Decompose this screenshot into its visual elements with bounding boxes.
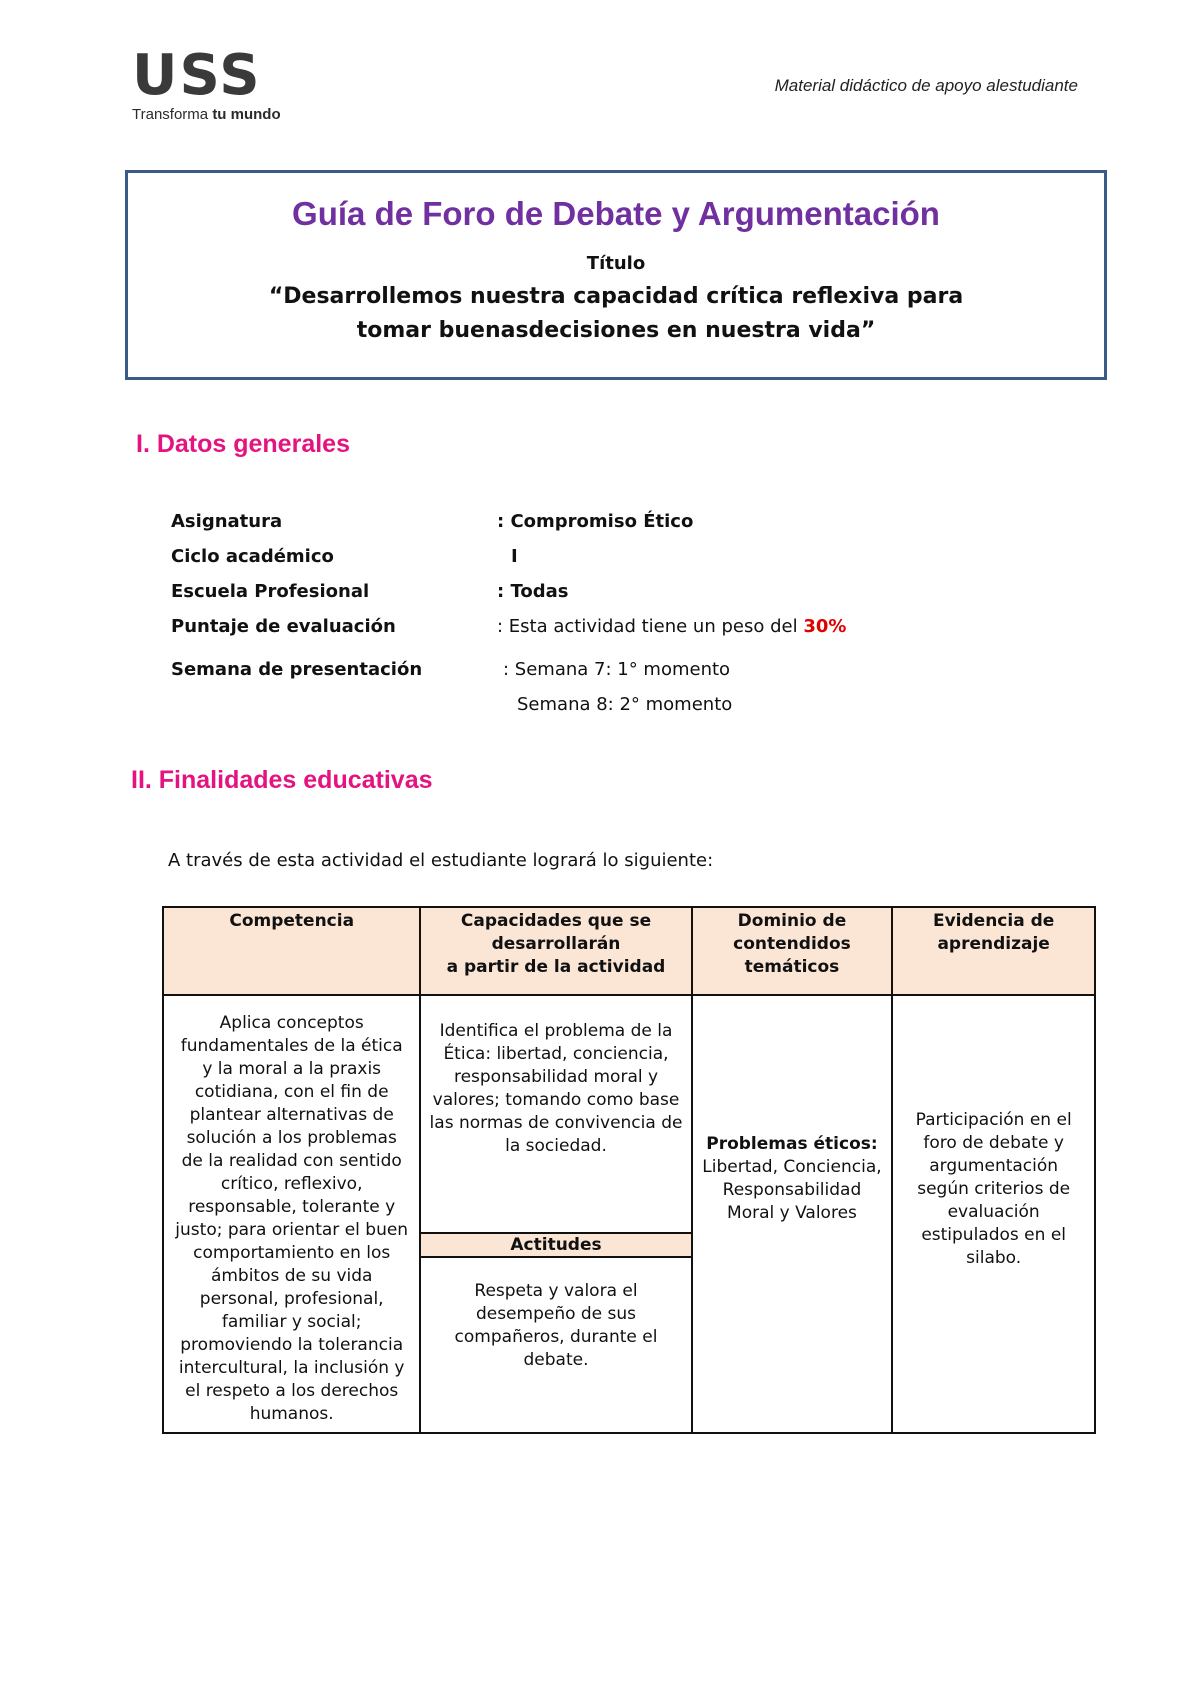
dominio-body: Libertad, Conciencia, Responsabilidad Moral y Valores <box>702 1157 882 1223</box>
title-quote <box>128 280 1104 348</box>
capacidades-text: Identifica el problema de la Ética: libertad, conciencia, responsabilidad moral y valores; tomando como base las normas de convivencia de la sociedad. <box>429 1021 683 1156</box>
datos-value: : Todas <box>497 581 569 602</box>
header-evidencia: Evidencia de aprendizaje <box>892 907 1095 995</box>
datos-label: Escuela Profesional <box>171 581 370 602</box>
cell-competencia: Aplica conceptos fundamentales de la ética y la moral a la praxis cotidiana, con el fin de plantear alternativas de solución a los problemas de la realidad con sentido crítico, reflexivo, responsable, tolerante y justo; para orientar el buen comportamiento en los ámbitos de su vida personal, profesional, familiar y social; promoviendo la tolerancia intercultural, la inclusión y el respeto a los derechos humanos. <box>163 995 420 1433</box>
header-capacidades: Capacidades que se desarrollarán a partir de la actividad <box>420 907 691 995</box>
header-dominio: Dominio de contendidos temáticos <box>692 907 893 995</box>
datos-value: : Compromiso Ético <box>497 511 694 532</box>
datos-value: : Semana 7: 1° momento <box>503 659 731 680</box>
datos-label: Semana de presentación <box>171 659 423 680</box>
actitudes-heading: Actitudes <box>421 1232 690 1258</box>
actitudes-text: Respeta y valora el desempeño de sus compañeros, durante el debate. <box>454 1281 658 1370</box>
title-quote-line-1: “Desarrollemos nuestra capacidad crítica reflexiva para <box>268 284 964 309</box>
subtitle-label: Título <box>586 253 646 274</box>
uss-logo <box>132 50 302 130</box>
table-row <box>163 995 1095 1433</box>
datos-value: Semana 8: 2° momento <box>517 694 733 715</box>
logo-wordmark: USS <box>132 50 262 100</box>
cell-capacidades <box>420 995 691 1433</box>
datos-label: Puntaje de evaluación <box>171 616 396 637</box>
dominio-title: Problemas éticos: <box>706 1134 878 1154</box>
peso-percentage: 30% <box>803 616 847 637</box>
datos-value: I <box>511 546 518 567</box>
table-header-row <box>163 907 1095 995</box>
cell-dominio <box>692 995 893 1433</box>
title-quote-line-2: tomar buenasdecisiones en nuestra vida” <box>356 318 876 343</box>
competencias-table <box>162 906 1096 1434</box>
datos-value: : Esta actividad tiene un peso del <box>497 616 804 637</box>
title-box <box>125 170 1107 380</box>
section-heading-finalidades: II. Finalidades educativas <box>131 766 433 794</box>
cell-evidencia: Participación en el foro de debate y argumentación según criterios de evaluación estipulados en el silabo. <box>892 995 1095 1433</box>
main-title: Guía de Foro de Debate y Argumentación <box>292 195 940 232</box>
datos-label: Ciclo académico <box>171 546 334 567</box>
datos-label: Asignatura <box>171 511 283 532</box>
section-heading-datos-generales: I. Datos generales <box>136 430 350 458</box>
logo-tagline: Transforma tu mundo <box>132 106 281 123</box>
header-competencia: Competencia <box>163 907 420 995</box>
finalidades-intro: A través de esta actividad el estudiante logrará lo siguiente: <box>168 850 714 871</box>
header-note: Material didáctico de apoyo alestudiante <box>774 76 1078 95</box>
uss-logo-mark <box>132 50 282 100</box>
